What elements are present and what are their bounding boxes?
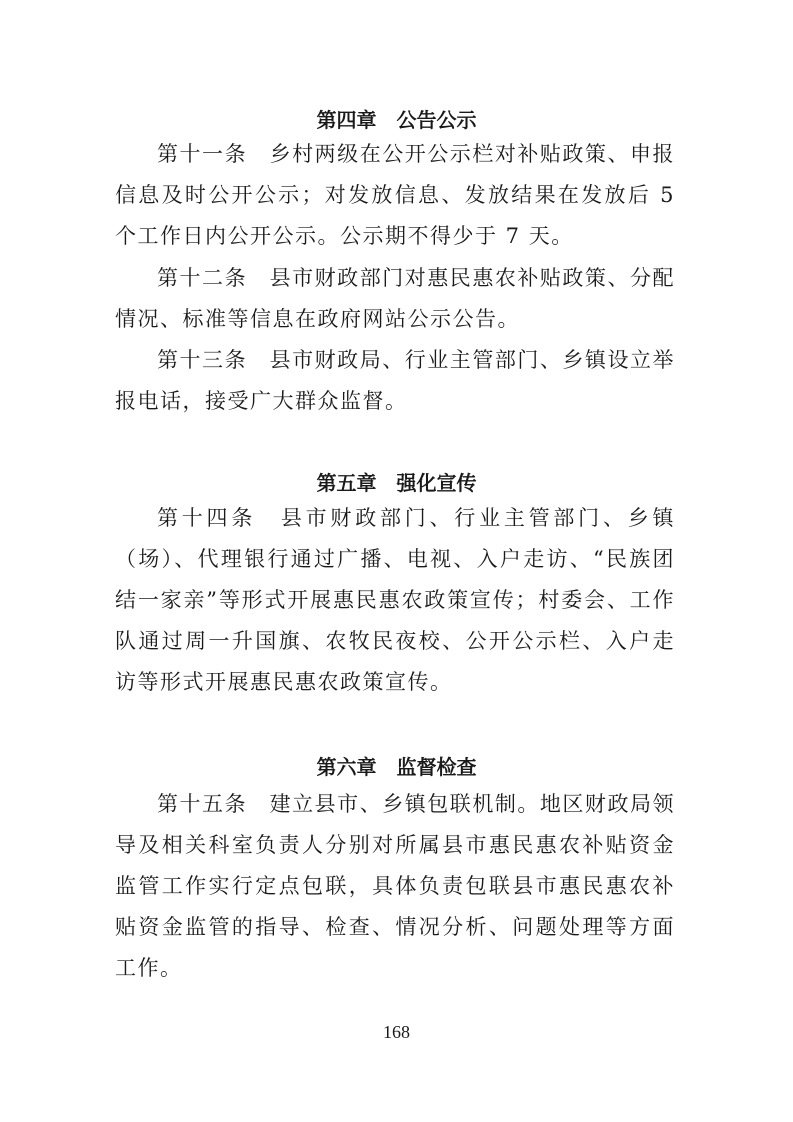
- chapter-4-heading: 第四章 公告公示: [316, 108, 477, 132]
- chapter-6-heading: 第六章 监督检查: [316, 755, 477, 779]
- article-11: 第十一条 乡村两级在公开公示栏对补贴政策、申报信息及时公开公示；对发放信息、发放结果在发放后 5 个工作日内公开公示。公示期不得少于 7 天。: [115, 142, 675, 248]
- article-12: 第十二条 县市财政部门对惠民惠农补贴政策、分配情况、标准等信息在政府网站公示公告。: [115, 266, 675, 331]
- page-number: 168: [383, 1022, 410, 1042]
- chapter-5-heading: 第五章 强化宣传: [316, 471, 477, 495]
- article-15: 第十五条 建立县市、乡镇包联机制。地区财政局领导及相关科室负责人分别对所属县市惠民惠农补贴资金监管工作实行定点包联，具体负责包联县市惠民惠农补贴资金监管的指导、检查、情况分析、问题处理等方面工作。: [115, 792, 675, 980]
- article-13: 第十三条 县市财政局、行业主管部门、乡镇设立举报电话，接受广大群众监督。: [115, 348, 675, 413]
- article-14: 第十四条 县市财政部门、行业主管部门、乡镇（场）、代理银行通过广播、电视、入户走访、“民族团结一家亲”等形式开展惠民惠农政策宣传；村委会、工作队通过周一升国旗、农牧民夜校、公开公示栏、入户走访等形式开展惠民惠农政策宣传。: [115, 506, 675, 694]
